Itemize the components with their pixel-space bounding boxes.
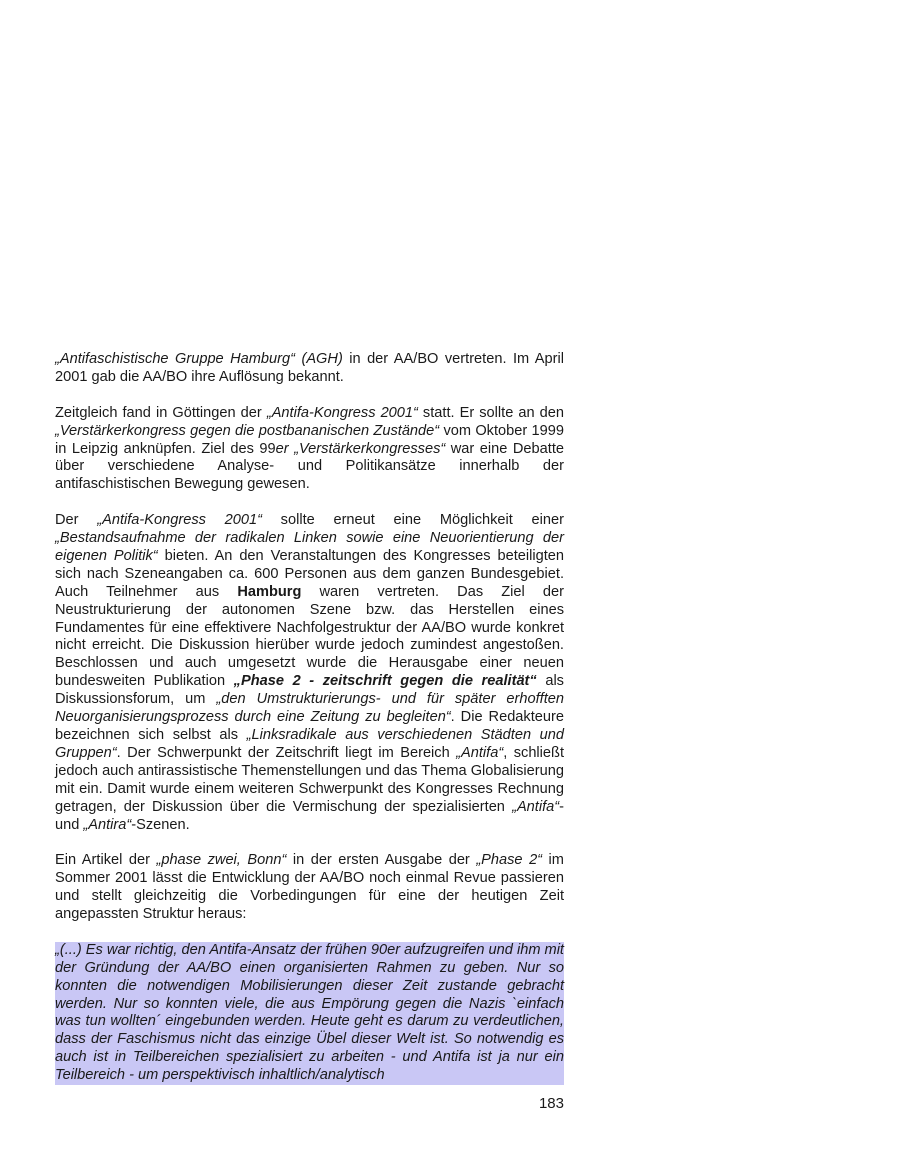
text-run: im Sommer 2001 lässt die Entwicklung der AA/BO noch einmal Revue passieren und stellt gleichzeitig die Vorbedingungen für eine der heutigen Zeit angepassten Struktur heraus: (55, 852, 564, 923)
document-body (55, 351, 564, 1085)
text-run: Ein Artikel der (55, 852, 157, 869)
paragraph-4 (55, 852, 564, 924)
italic-term: „Bestandsaufnahme der radikalen Linken sowie eine Neuorientierung der eigenen Politik“ (55, 530, 564, 564)
text-run: vom Oktober 1999 in Leipzig anknüpfen. Ziel des 99 (55, 422, 564, 457)
italic-term: „Antira“ (83, 816, 132, 833)
text-run: . Der Schwerpunkt der Zeitschrift liegt im Bereich (116, 744, 457, 761)
bold-place: Hamburg (237, 583, 302, 600)
italic-term: „Antifa“ (512, 798, 560, 815)
italic-term: „phase zwei, Bonn“ (156, 852, 287, 869)
italic-term: „Linksradikale aus verschiedenen Städten und Gruppen“ (55, 727, 564, 761)
text-run: war eine Debatte über verschiedene Analyse- und Politikansätze innerhalb der antifaschistischen Bewegung gewesen. (55, 440, 564, 493)
highlighted-quote: „(...) Es war richtig, den Antifa-Ansatz der frühen 90er aufzugreifen und ihm mit der Gründung der AA/BO einen organisierten Rahmen zu geben. Nur so konnten die notwendigen Mobilisierungen dieser Zeit zustande gebracht werden. Nur so konnten viele, die aus Empörung gegen die Nazis `einfach was tun wollten´ eingebunden werden. Heute geht es darum zu verdeutlichen, dass der Faschismus nicht das einzige Übel dieser Welt ist. So notwendig es auch ist in Teilbereichen spezialisiert zu arbeiten - und Antifa ist ja nur ein Teilbereich - um perspektivisch inhaltlich/analytisch (55, 941, 564, 1084)
text-run: Der (55, 512, 98, 529)
text-run: sollte erneut eine Möglichkeit einer (261, 512, 565, 529)
text-run: - und (55, 798, 564, 833)
text-run: in der AA/BO vertreten. Im April 2001 gab die AA/BO ihre Auflösung bekannt. (55, 351, 565, 385)
text-run: -Szenen. (131, 816, 190, 833)
italic-term: „Antifa“ (456, 744, 504, 761)
text-run: in der ersten Ausgabe der (286, 852, 477, 869)
paragraph-3 (55, 512, 564, 834)
italic-term: „Antifa-Kongress 2001“ (266, 404, 418, 421)
paragraph-2 (55, 405, 564, 495)
paragraph-1 (55, 351, 564, 387)
text-run: als Diskussionsforum, um (55, 673, 564, 708)
italic-term: „Antifa-Kongress 2001“ (97, 512, 262, 529)
text-run: bieten. An den Veranstaltungen des Kongresses beteiligten sich nach Szeneangaben ca. 600 Personen aus dem ganzen Bundesgebiet. Auch Teilnehmer aus (55, 547, 564, 600)
org-name: „Antifaschistische Gruppe Hamburg“ (AGH) (55, 351, 343, 367)
italic-term: „Verstärkerkongress gegen die postbananischen Zustände“ (55, 422, 440, 439)
text-run: statt. Er sollte an den (417, 404, 564, 421)
italic-term: er „Verstärkerkongresses“ (275, 440, 446, 457)
italic-term: „den Umstrukturierungs- und für später erhofften Neuorganisierungsprozess durch eine Zeitung zu begleiten“ (55, 691, 564, 726)
text-run: waren vertreten. Das Ziel der Neustrukturierung der autonomen Szene bzw. das Herstellen eines Fundamentes für eine effektivere Nachfolgestruktur der AA/BO wurde konkret nicht erreicht. Die Diskussion hierüber wurde jedoch zumindest angestoßen. Beschlossen und auch umgesetzt wurde die Herausgabe einer neuen bundesweiten Publikation (55, 583, 564, 690)
text-run: Zeitgleich fand in Göttingen der (55, 404, 267, 421)
text-run: . Die Redakteure bezeichnen sich selbst als (55, 709, 564, 743)
italic-term: „Phase 2“ (476, 852, 543, 869)
text-run: , schließt jedoch auch antirassistische Themenstellungen und das Thema Globalisierung mit ein. Damit wurde einem weiteren Schwerpunkt des Kongresses Rechnung getragen, der Diskussion über die Vermischung der spezialisierten (55, 744, 565, 815)
page-number: 183 (538, 1095, 564, 1112)
publication-title: „Phase 2 - zeitschrift gegen die realität“ (233, 673, 537, 690)
